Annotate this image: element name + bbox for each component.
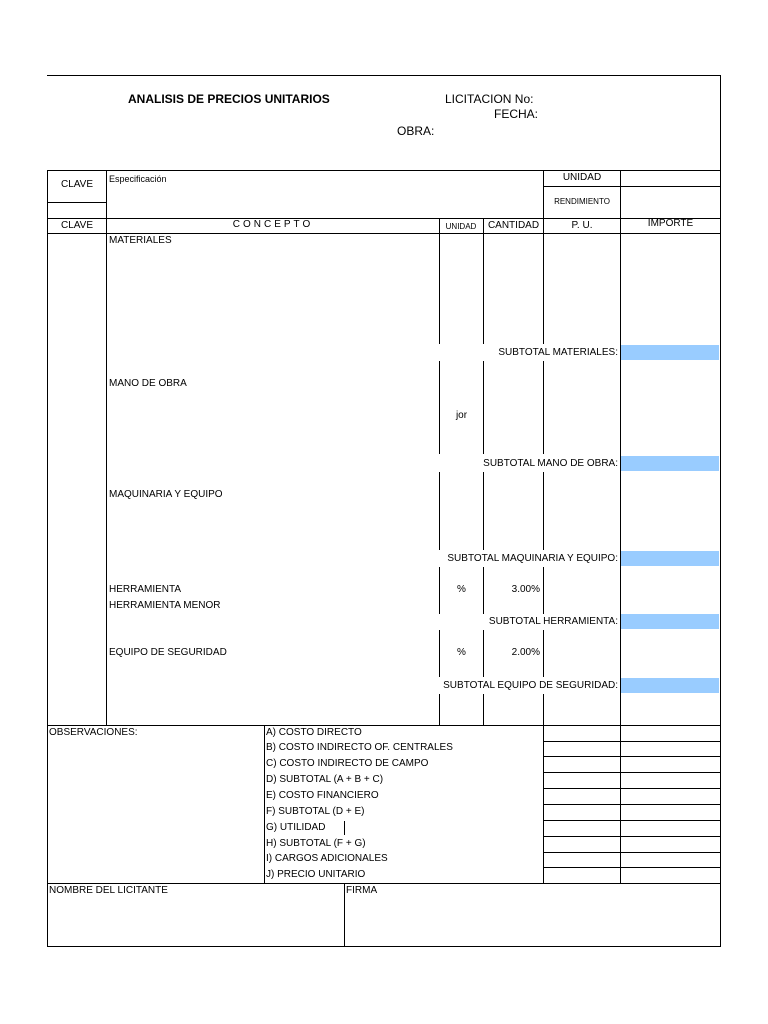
unidad-seg-2 — [439, 361, 440, 454]
summary-item-h: H) SUBTOTAL (F + G) — [266, 838, 366, 849]
summary-grid-9 — [543, 867, 720, 868]
licitante-label: NOMBRE DEL LICITANTE — [49, 885, 168, 896]
page-title: ANALISIS DE PRECIOS UNITARIOS — [128, 92, 330, 106]
unidad-seg-6 — [439, 694, 440, 725]
subtotal-equipo-seguridad-value[interactable] — [621, 678, 719, 693]
subtotal-herramienta-value[interactable] — [621, 614, 719, 629]
summary-item-j: J) PRECIO UNITARIO — [266, 869, 366, 880]
right-border — [720, 75, 721, 947]
subtotal-equipo-seguridad-label: SUBTOTAL EQUIPO DE SEGURIDAD: — [380, 679, 618, 693]
body-col-line-pu-h — [543, 218, 544, 234]
summary-grid-7 — [543, 836, 720, 837]
subtotal-maquinaria-value[interactable] — [621, 551, 719, 566]
body-col-line-cantidad-h — [483, 218, 484, 234]
rendimiento-label: RENDIMIENTO — [554, 197, 610, 206]
summary-item-i: I) CARGOS ADICIONALES — [266, 853, 388, 864]
section-herramienta: HERRAMIENTA — [109, 584, 182, 595]
herramienta-percentage: 3.00% — [511, 584, 540, 595]
summary-grid-2 — [543, 756, 720, 757]
summary-item-c: C) COSTO INDIRECTO DE CAMPO — [266, 758, 429, 769]
col-importe-header: IMPORTE — [647, 218, 694, 229]
summary-item-d: D) SUBTOTAL (A + B + C) — [266, 774, 384, 785]
section-maquinaria: MAQUINARIA Y EQUIPO — [109, 489, 223, 500]
col-cantidad-header: CANTIDAD — [487, 220, 540, 231]
equipo-seguridad-percentage: 2.00% — [511, 647, 540, 658]
summary-grid-4 — [543, 788, 720, 789]
pu-seg-2 — [543, 361, 544, 454]
spec-divider-value — [620, 170, 621, 218]
subtotal-mano-de-obra-label: SUBTOTAL MANO DE OBRA: — [400, 457, 618, 471]
unidad-seg-1 — [439, 234, 440, 344]
subtotal-herramienta-label: SUBTOTAL HERRAMIENTA: — [400, 615, 618, 629]
licitacion-label: LICITACION No: — [445, 92, 534, 106]
especificacion-label: Especificación — [109, 174, 167, 184]
cantidad-seg-6 — [483, 694, 484, 725]
summary-item-g: G) UTILIDAD — [266, 822, 326, 833]
top-border — [47, 75, 720, 76]
subtotal-maquinaria-label: SUBTOTAL MAQUINARIA Y EQUIPO: — [400, 552, 618, 566]
section-mano-de-obra: MANO DE OBRA — [109, 378, 187, 389]
summary-grid-8 — [543, 852, 720, 853]
firma-label: FIRMA — [346, 885, 378, 896]
summary-item-a: A) COSTO DIRECTO — [266, 727, 362, 738]
col-concepto-header: CONCEPTO — [232, 219, 314, 230]
subtotal-mano-de-obra-value[interactable] — [621, 456, 719, 471]
equipo-seguridad-unit: % — [457, 647, 466, 658]
section-equipo-seguridad: EQUIPO DE SEGURIDAD — [109, 647, 227, 658]
pu-seg-4 — [543, 567, 544, 614]
unidad-seg-3 — [439, 472, 440, 550]
summary-grid-1 — [543, 741, 720, 742]
importe-col-line — [620, 234, 621, 725]
spec-clave-label: CLAVE — [60, 179, 94, 190]
summary-item-b: B) COSTO INDIRECTO OF. CENTRALES — [266, 742, 453, 753]
unidad-label: UNIDAD — [562, 172, 602, 183]
pu-seg-3 — [543, 472, 544, 550]
footer-divider — [344, 883, 345, 947]
section-materiales: MATERIALES — [109, 235, 172, 246]
observaciones-label: OBSERVACIONES: — [49, 727, 138, 738]
pu-seg-1 — [543, 234, 544, 344]
utilidad-cursor-mark — [344, 821, 345, 835]
subtotal-materiales-value[interactable] — [621, 345, 719, 360]
left-border — [47, 170, 48, 947]
obra-label: OBRA: — [397, 124, 435, 138]
summary-items-left-border — [264, 725, 265, 883]
cantidad-seg-2 — [483, 361, 484, 454]
cantidad-seg-1 — [483, 234, 484, 344]
body-col-line-unidad-h — [439, 218, 440, 234]
summary-grid-6 — [543, 820, 720, 821]
pu-seg-5 — [543, 630, 544, 677]
spec-clave-line — [47, 202, 106, 203]
bottom-border — [47, 946, 720, 947]
col-pu-header: P. U. — [571, 220, 593, 231]
pu-seg-6 — [543, 694, 544, 725]
herramienta-menor-item: HERRAMIENTA MENOR — [109, 600, 221, 611]
col-unidad-header: UNIDAD — [445, 222, 477, 231]
fecha-label: FECHA: — [494, 107, 539, 121]
cantidad-seg-3 — [483, 472, 484, 550]
herramienta-unit: % — [457, 584, 466, 595]
spec-divider-clave — [106, 170, 107, 218]
summary-grid-3 — [543, 772, 720, 773]
mano-de-obra-unit: jor — [455, 410, 468, 421]
body-col-line-importe-h — [620, 218, 621, 234]
spec-unidad-line — [543, 186, 720, 187]
subtotal-materiales-label: SUBTOTAL MATERIALES: — [400, 346, 618, 360]
summary-item-e: E) COSTO FINANCIERO — [266, 790, 379, 801]
body-col-line-clave — [106, 218, 107, 725]
summary-grid-5 — [543, 804, 720, 805]
summary-item-f: F) SUBTOTAL (D + E) — [266, 806, 365, 817]
col-clave-header: CLAVE — [60, 220, 94, 231]
